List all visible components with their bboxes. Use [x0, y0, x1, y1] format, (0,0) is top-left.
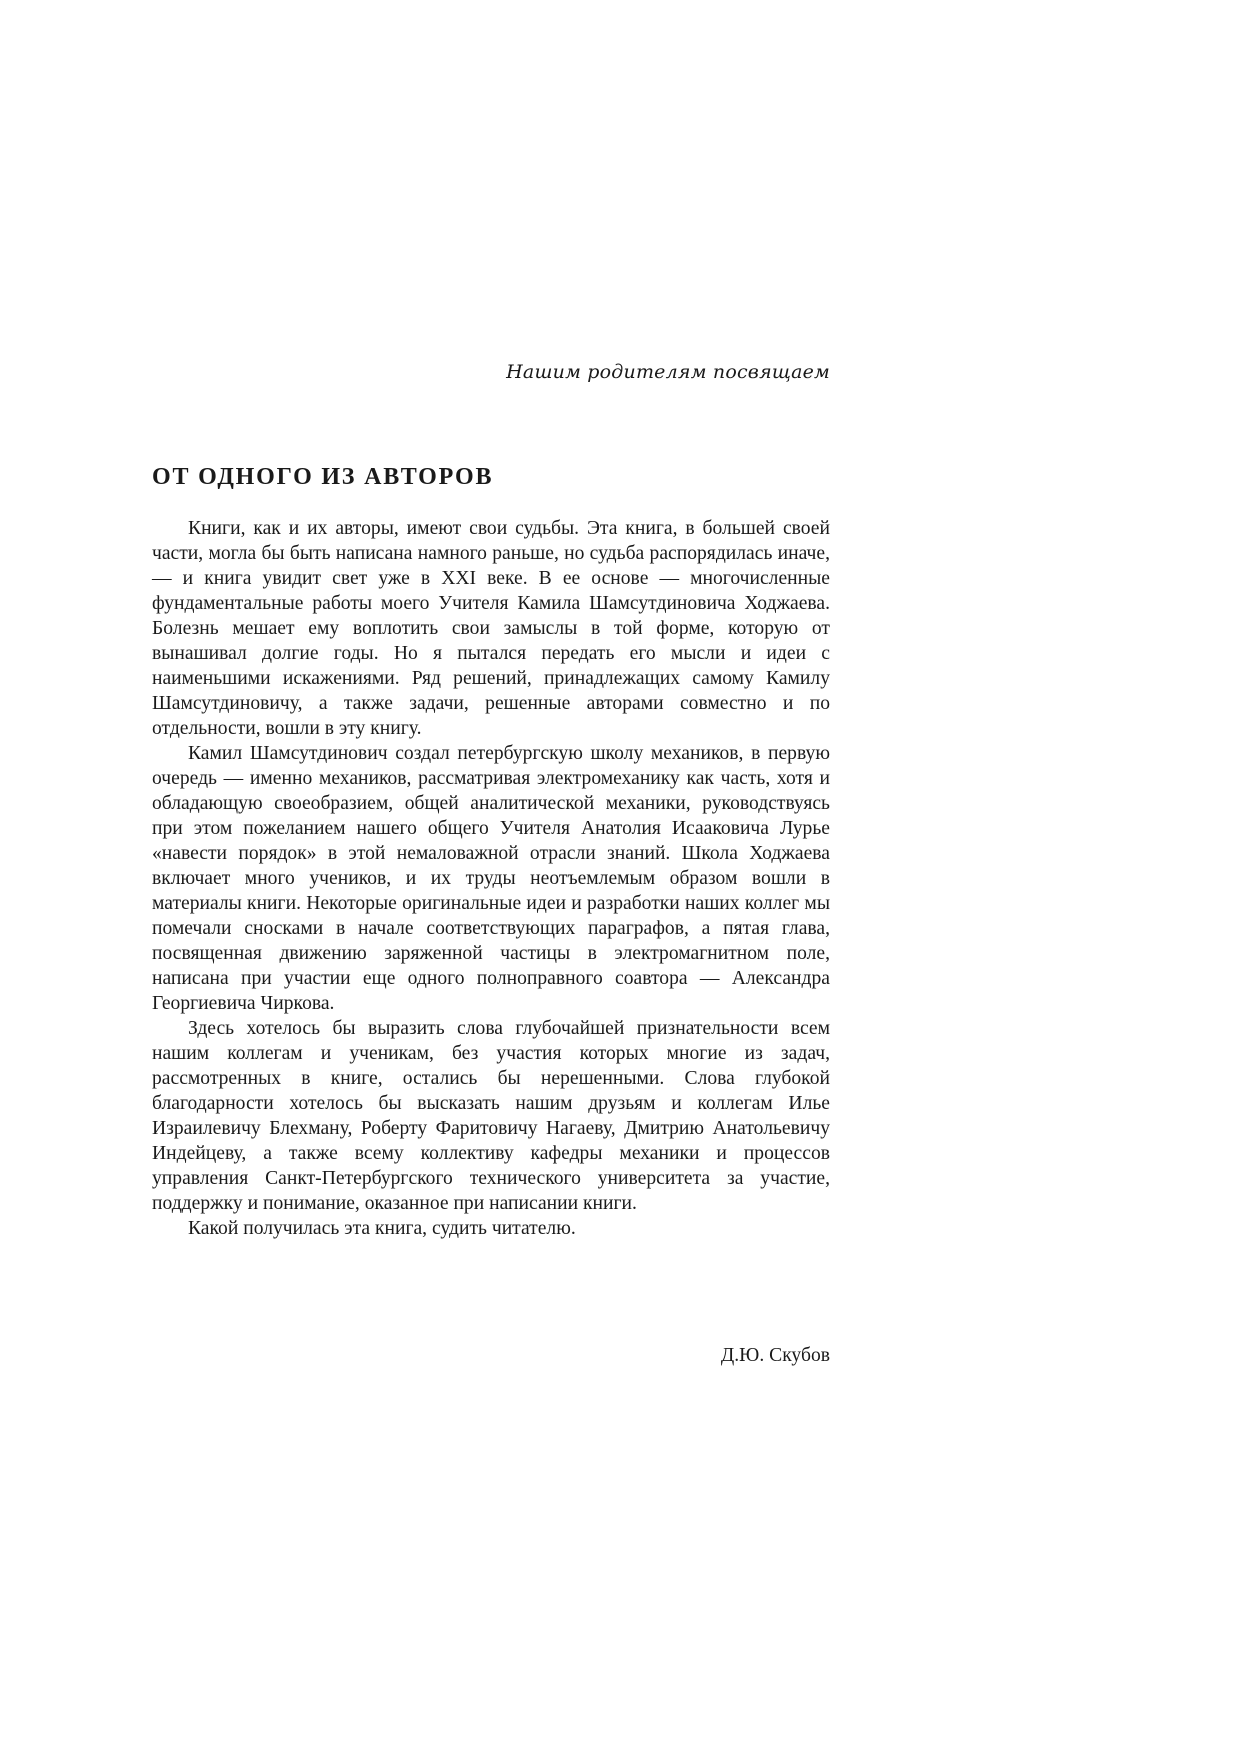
paragraph-2: Камил Шамсутдинович создал петербургскую школу механиков, в первую очередь — именно механиков, рассматривая электромеханику как часть, хотя и обладающую своеобразием, общей аналитической механики, руководствуясь при этом пожеланием нашего общего Учителя Анатолия Исааковича Лурье «навести порядок» в этой немаловажной отрасли знаний. Школа Ходжаева включает много учеников, и их труды неотъемлемым образом вошли в материалы книги. Некоторые оригинальные идеи и разработки наших коллег мы помечали сносками в начале соответствующих параграфов, а пятая глава, посвященная движению заряженной частицы в электромагнитном поле, написана при участии еще одного полноправного соавтора — Александра Георгиевича Чиркова. [152, 743, 830, 1014]
page-title: ОТ ОДНОГО ИЗ АВТОРОВ [152, 464, 494, 490]
dedication: Нашим родителям посвящаем [506, 361, 830, 383]
paragraph-4: Какой получилась эта книга, судить читателю. [188, 1218, 576, 1239]
paragraph-1: Книги, как и их авторы, имеют свои судьбы. Эта книга, в большей своей части, могла бы быть написана намного раньше, но судьба распорядилась иначе, — и книга увидит свет уже в XXI веке. В ее основе — многочисленные фундаментальные работы моего Учителя Камила Шамсутдиновича Ходжаева. Болезнь мешает ему воплотить свои замыслы в той форме, которую от вынашивал долгие годы. Но я пытался передать его мысли и идеи с наименьшими искажениями. Ряд решений, принадлежащих самому Камилу Шамсутдиновичу, а также задачи, решенные авторами совместно и по отдельности, вошли в эту книгу. [152, 518, 830, 739]
preface-body [152, 516, 830, 1241]
paragraph-3: Здесь хотелось бы выразить слова глубочайшей признательности всем нашим коллегам и ученикам, без участия которых многие из задач, рассмотренных в книге, остались бы нерешенными. Слова глубокой благодарности хотелось бы высказать нашим друзьям и коллегам Илье Израилевичу Блехману, Роберту Фаритовичу Нагаеву, Дмитрию Анатольевичу Индейцеву, а также всему коллективу кафедры механики и процессов управления Санкт-Петербургского технического университета за участие, поддержку и понимание, оказанное при написании книги. [152, 1018, 830, 1214]
author-signature: Д.Ю. Скубов [720, 1345, 830, 1366]
